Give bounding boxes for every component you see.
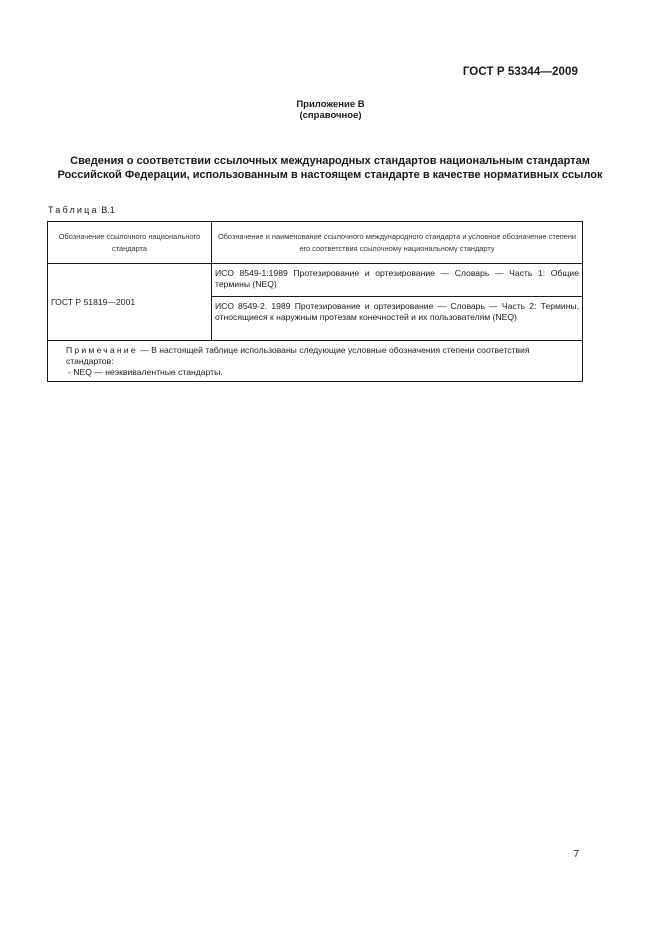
annex-title: Приложение В (296, 99, 365, 110)
table-header-row (48, 222, 583, 264)
international-standard-cell: ИСО 8549-1:1989 Протезирование и ортезирование — Словарь — Часть 1: Общие термины (NEQ) (212, 264, 583, 297)
header-international-standard: Обозначение и наименование ссылочного международного стандарта и условное обозначение степени его соответствия ссылочному национальному стандарту (212, 222, 583, 264)
annex-subtitle: (справочное) (299, 110, 362, 121)
table-caption-word: Таблица (48, 205, 99, 215)
correspondence-table (47, 221, 583, 382)
national-standard-cell: ГОСТ Р 51819—2001 (48, 264, 212, 341)
page-number: 7 (573, 849, 579, 860)
header-national-standard: Обозначение ссылочного национального стандарта (48, 222, 212, 264)
note-list-item: - NEQ — неэквивалентные стандарты. (68, 367, 223, 377)
table-note (48, 341, 583, 382)
note-paragraph (66, 345, 577, 367)
note-label: Примечание (66, 345, 138, 355)
table-note-row (48, 341, 583, 382)
section-heading: Сведения о соответствии ссылочных международных стандартов национальным стандартам Российской Федерации, использованным в настоящем стандарте в качестве нормативных ссылок (57, 155, 603, 181)
table-caption-number: В.1 (101, 205, 115, 215)
table-caption (48, 205, 115, 215)
international-standard-cell: ИСО 8549-2. 1989 Протезирование и ортезирование — Словарь — Часть 2: Термины, относящиеся к наружным протезам конечностей и их пользователям (NEQ) (212, 297, 583, 341)
annex-heading (0, 99, 661, 121)
table-row (48, 264, 583, 297)
document-code: ГОСТ Р 53344—2009 (462, 66, 578, 78)
note-text: — В настоящей таблице использованы следующие условные обозначения степени соответствия стандартов: (66, 345, 530, 366)
